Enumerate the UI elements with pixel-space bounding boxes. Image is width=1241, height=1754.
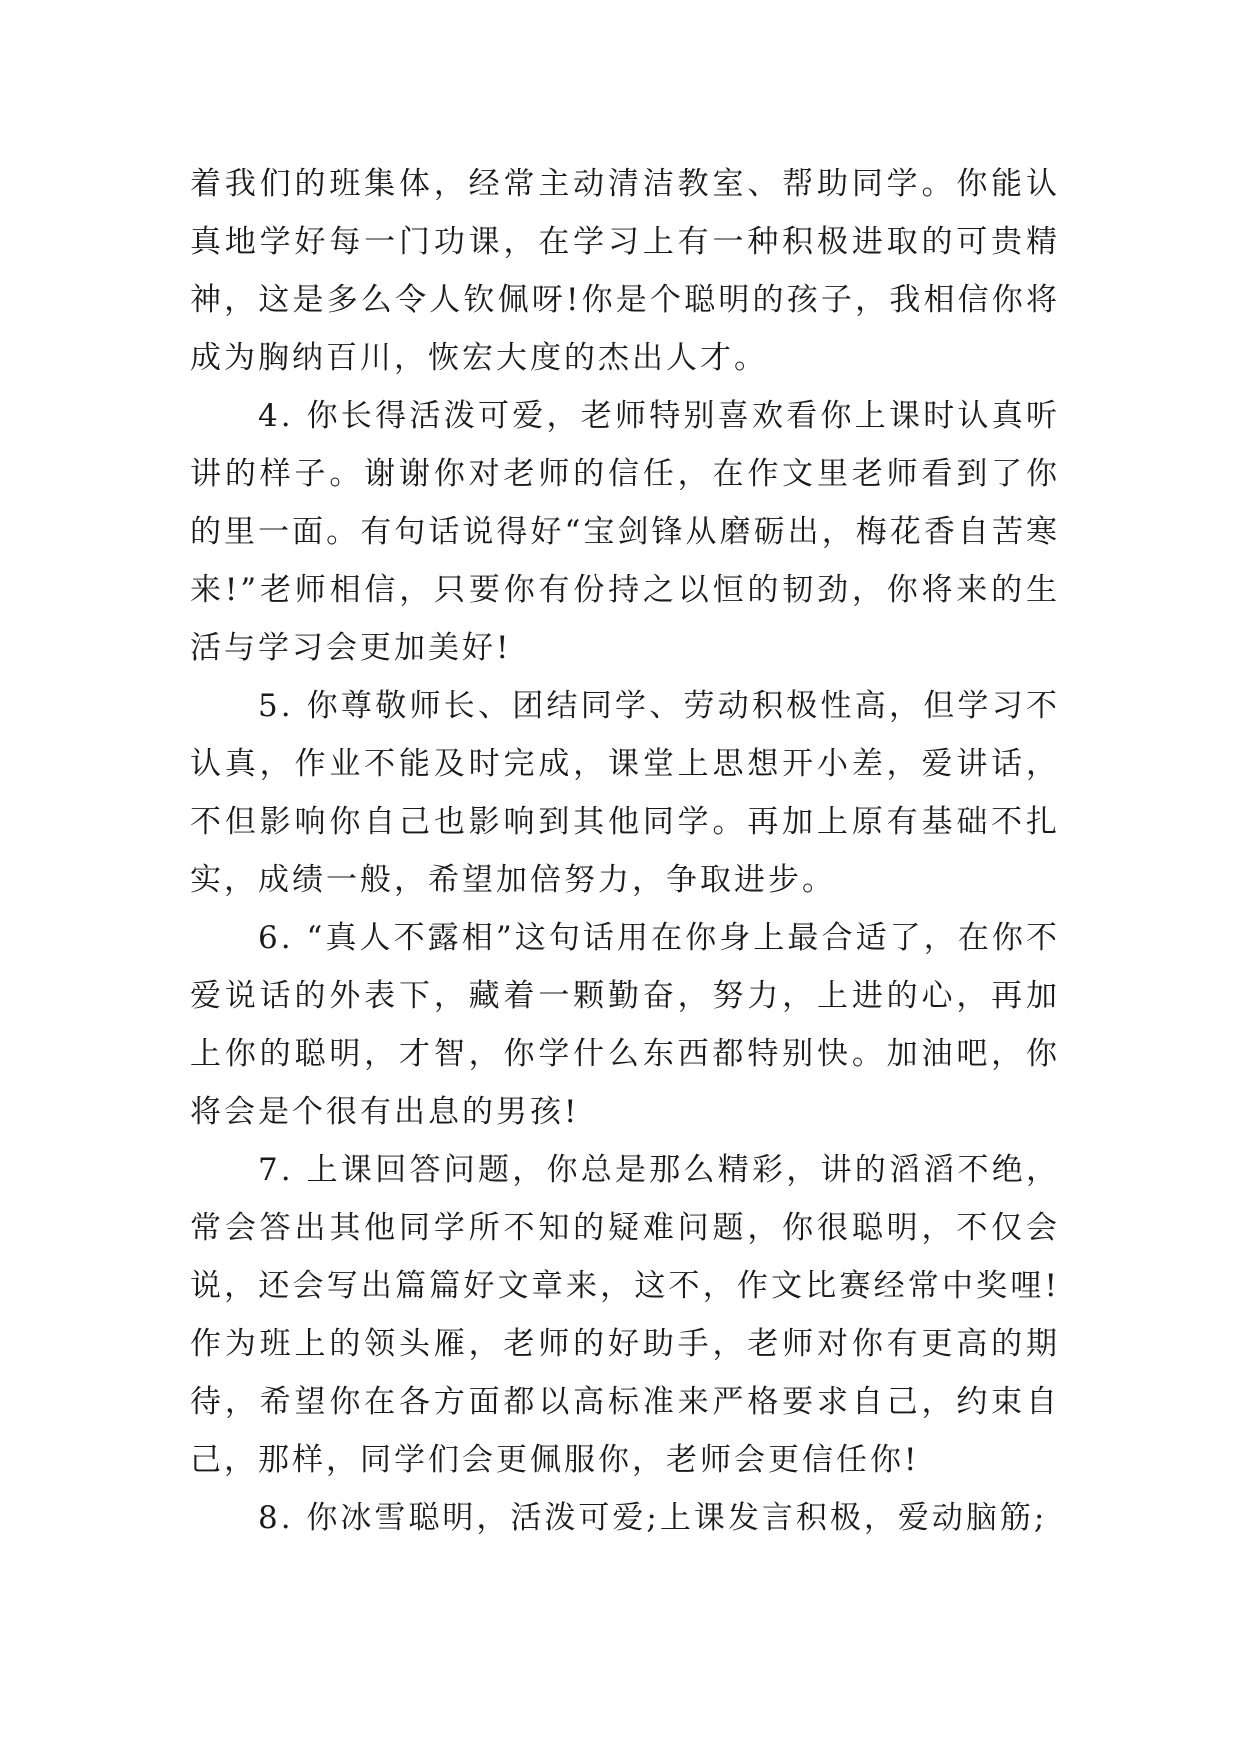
paragraph-item-8: 8. 你冰雪聪明，活泼可爱;上课发言积极，爱动脑筋; bbox=[258, 1500, 1048, 1536]
paragraph-item-5: 5. 你尊敬师长、团结同学、劳动积极性高，但学习不认真，作业不能及时完成，课堂上思想开小差，爱讲话，不但影响你自己也影响到其他同学。再加上原有基础不扎实，成绩一般，希望加倍努力，争取进步。 bbox=[190, 688, 1060, 898]
paragraph-item-6: 6. “真人不露相”这句话用在你身上最合适了，在你不爱说话的外表下，藏着一颗勤奋，努力，上进的心，再加上你的聪明，才智，你学什么东西都特别快。加油吧，你将会是个很有出息的男孩! bbox=[190, 920, 1060, 1130]
paragraph-continuation: 着我们的班集体，经常主动清洁教室、帮助同学。你能认真地学好每一门功课，在学习上有一种积极进取的可贵精神，这是多么令人钦佩呀!你是个聪明的孩子，我相信你将成为胸纳百川，恢宏大度的杰出人才。 bbox=[190, 166, 1060, 376]
document-body bbox=[190, 155, 1060, 1547]
paragraph-item-7: 7. 上课回答问题，你总是那么精彩，讲的滔滔不绝，常会答出其他同学所不知的疑难问题，你很聪明，不仅会说，还会写出篇篇好文章来，这不，作文比赛经常中奖哩!作为班上的领头雁，老师的好助手，老师对你有更高的期待，希望你在各方面都以高标准来严格要求自己，约束自己，那样，同学们会更佩服你，老师会更信任你! bbox=[190, 1152, 1060, 1478]
paragraph-item-4: 4. 你长得活泼可爱，老师特别喜欢看你上课时认真听讲的样子。谢谢你对老师的信任，在作文里老师看到了你的里一面。有句话说得好“宝剑锋从磨砺出，梅花香自苦寒来!”老师相信，只要你有份持之以恒的韧劲，你将来的生活与学习会更加美好! bbox=[190, 398, 1060, 666]
